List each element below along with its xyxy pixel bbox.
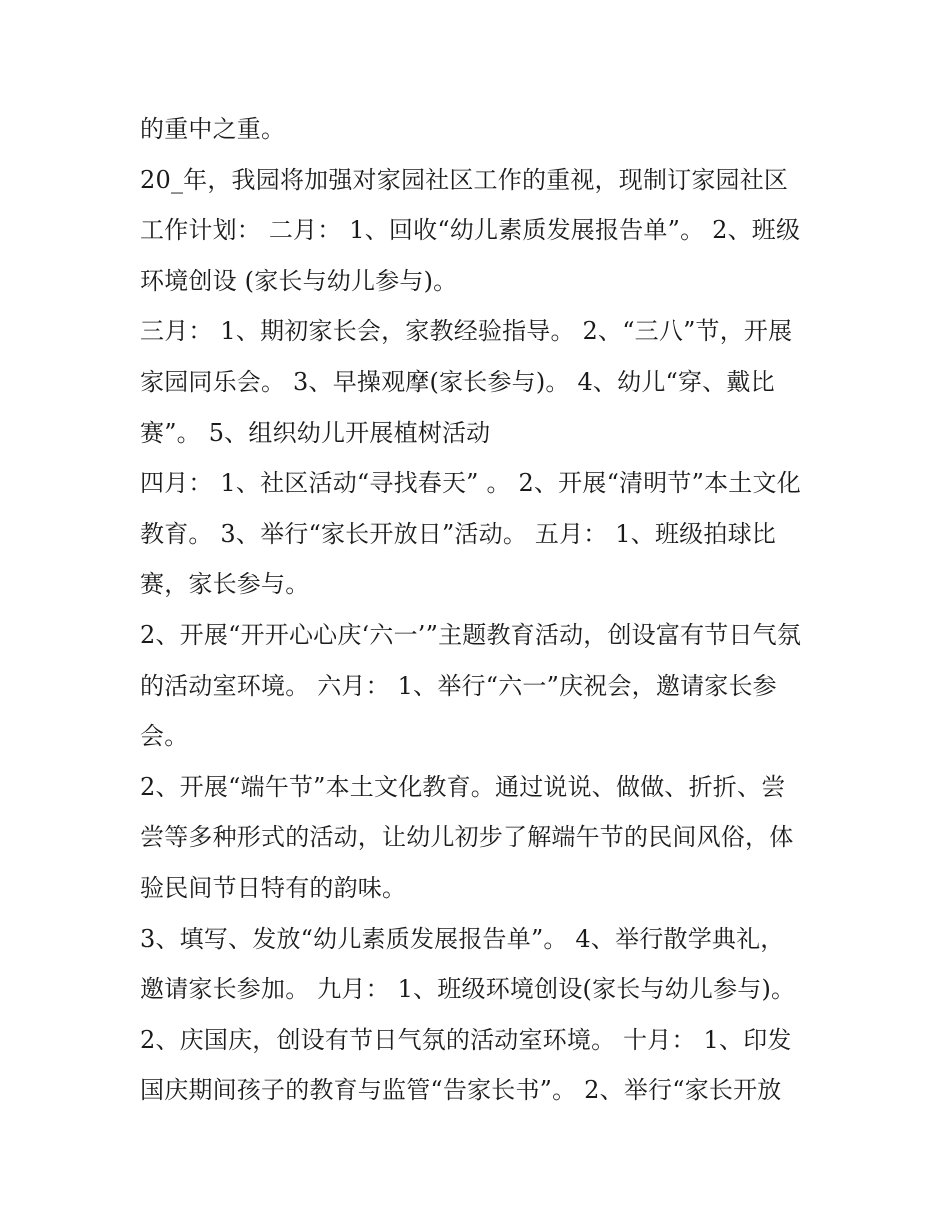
- text-line: 国庆期间孩子的教育与监管“告家长书”。 2、举行“家长开放: [140, 1076, 782, 1105]
- document-body: [140, 104, 830, 1116]
- text-line: 尝等多种形式的活动，让幼儿初步了解端午节的民间风俗，体: [140, 823, 794, 852]
- text-line: 验民间节日特有的韵味。: [140, 873, 407, 902]
- text-line: 的重中之重。: [140, 115, 286, 143]
- text-line: 教育。 3、举行“家长开放日”活动。 五月： 1、班级拍球比: [140, 519, 776, 548]
- text-line: 邀请家长参加。 九月： 1、班级环境创设(家长与幼儿参与)。: [140, 975, 796, 1004]
- text-line: 的活动室环境。 六月： 1、举行“六一”庆祝会，邀请家长参: [140, 671, 777, 700]
- text-line: 2、庆国庆，创设有节日气氛的活动室环境。 十月： 1、印发: [140, 1025, 792, 1054]
- text-line: 四月： 1、社区活动“寻找春天” 。 2、开展“清明节”本土文化: [140, 469, 801, 498]
- text-line: 三月： 1、期初家长会，家教经验指导。 2、“三八”节，开展: [140, 317, 793, 346]
- text-line: 2、开展“端午节”本土文化教育。通过说说、做做、折折、尝: [140, 772, 786, 801]
- text-line: 20_年，我园将加强对家园社区工作的重视，现制订家园社区: [140, 165, 789, 194]
- text-line: 2、开展“开开心心庆‘六一’”主题教育活动，创设富有节日气氛: [140, 620, 802, 649]
- text-line: 会。: [140, 722, 189, 751]
- text-line: 3、填写、发放“幼儿素质发展报告单”。 4、举行散学典礼，: [140, 924, 785, 953]
- text-line: 工作计划： 二月： 1、回收“幼儿素质发展报告单”。 2、班级: [140, 216, 801, 245]
- text-line: 赛”。 5、组织幼儿开展植树活动: [140, 418, 491, 447]
- text-line: 环境创设 (家长与幼儿参与)。: [140, 266, 458, 295]
- text-line: 家园同乐会。 3、早操观摩(家长参与)。 4、幼儿“穿、戴比: [140, 367, 775, 396]
- text-line: 赛，家长参与。: [140, 570, 310, 599]
